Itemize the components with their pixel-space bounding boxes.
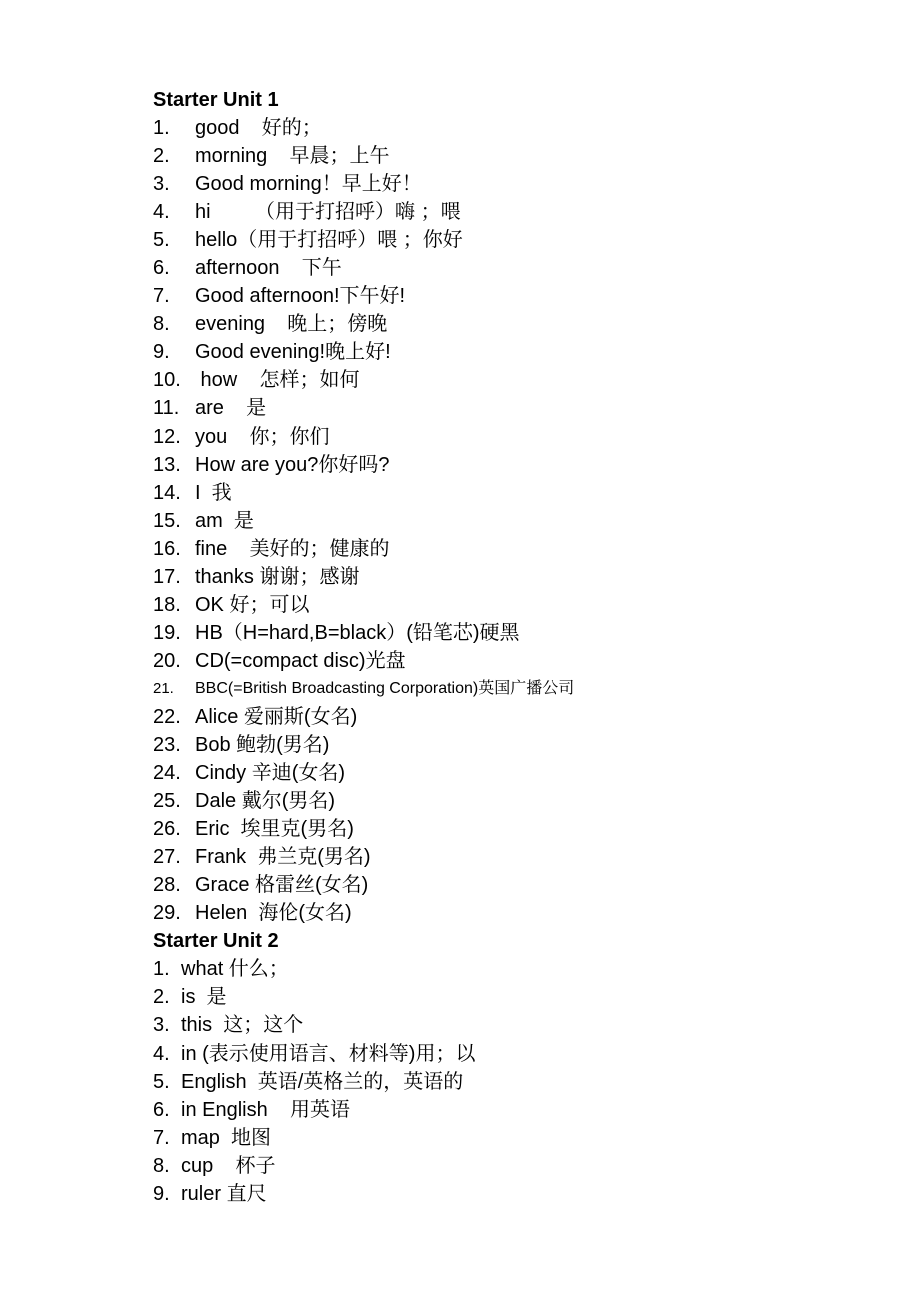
item-number: 4.	[153, 1042, 170, 1065]
list-item	[153, 675, 853, 703]
list-item	[153, 282, 853, 310]
item-number: 11.	[153, 397, 180, 420]
word-list	[153, 955, 853, 1207]
item-number: 9.	[153, 1182, 170, 1205]
item-text: Bob 鲍勃(男名)	[195, 734, 330, 757]
list-item	[153, 451, 853, 479]
list-item	[153, 142, 853, 170]
item-text: you 你；你们	[195, 425, 330, 448]
item-number: 24.	[153, 762, 181, 785]
item-text: am 是	[195, 509, 254, 532]
item-text: what 什么；	[181, 958, 289, 981]
item-number: 28.	[153, 874, 181, 897]
list-item	[153, 1096, 853, 1124]
list-item	[153, 871, 853, 899]
item-number: 12.	[153, 425, 181, 448]
item-text: fine 美好的；健康的	[195, 537, 390, 560]
list-item	[153, 703, 853, 731]
list-item	[153, 591, 853, 619]
item-text: CD(=compact disc)光盘	[195, 649, 406, 672]
item-text: how 怎样；如何	[195, 369, 360, 392]
vocabulary-page	[153, 86, 853, 1208]
item-number: 2.	[153, 145, 170, 168]
item-number: 13.	[153, 453, 181, 476]
item-text: Cindy 辛迪(女名)	[195, 762, 346, 785]
list-item	[153, 619, 853, 647]
item-text: is 是	[181, 986, 227, 1009]
item-number: 5.	[153, 229, 170, 252]
item-text: afternoon 下午	[195, 257, 342, 280]
list-item	[153, 1011, 853, 1039]
item-number: 16.	[153, 537, 181, 560]
item-text: hello（用于打招呼）喂 ；你好	[195, 229, 463, 252]
item-number: 23.	[153, 734, 181, 757]
list-item	[153, 1180, 853, 1208]
item-number: 27.	[153, 846, 181, 869]
item-text: How are you?你好吗?	[195, 453, 390, 476]
item-text: thanks 谢谢；感谢	[195, 565, 360, 588]
list-item	[153, 1124, 853, 1152]
item-number: 20.	[153, 649, 181, 672]
list-item	[153, 983, 853, 1011]
item-number: 7.	[153, 285, 170, 308]
list-item	[153, 423, 853, 451]
item-number: 17.	[153, 565, 181, 588]
item-number: 4.	[153, 201, 170, 224]
item-text: Helen 海伦(女名)	[195, 902, 352, 925]
list-item	[153, 254, 853, 282]
item-text: are 是	[195, 397, 267, 420]
item-number: 18.	[153, 593, 181, 616]
item-number: 8.	[153, 313, 170, 336]
unit-title: Starter Unit 1	[153, 89, 279, 111]
list-item	[153, 226, 853, 254]
item-number: 1.	[153, 958, 170, 981]
item-number: 9.	[153, 341, 170, 364]
list-item	[153, 198, 853, 226]
item-text: English 英语/英格兰的，英语的	[181, 1070, 464, 1093]
list-item	[153, 338, 853, 366]
word-list	[153, 114, 853, 927]
item-number: 1.	[153, 117, 170, 140]
item-text: Alice 爱丽斯(女名)	[195, 706, 358, 728]
item-text: Eric 埃里克(男名)	[195, 818, 354, 841]
item-number: 6.	[153, 1098, 170, 1121]
item-text: OK 好；可以	[195, 593, 310, 616]
item-text: ruler 直尺	[181, 1182, 267, 1205]
item-text: this 这；这个	[181, 1014, 304, 1037]
list-item	[153, 563, 853, 591]
item-number: 2.	[153, 986, 170, 1009]
item-text: morning 早晨；上午	[195, 145, 390, 168]
item-number: 26.	[153, 818, 181, 841]
item-text: evening 晚上；傍晚	[195, 313, 388, 336]
list-item	[153, 647, 853, 675]
item-number: 8.	[153, 1154, 170, 1177]
list-item	[153, 310, 853, 338]
list-item	[153, 1040, 853, 1068]
item-number: 15.	[153, 509, 181, 532]
list-item	[153, 507, 853, 535]
list-item	[153, 170, 853, 198]
item-number: 10.	[153, 369, 181, 392]
list-item	[153, 899, 853, 927]
list-item	[153, 1152, 853, 1180]
item-text: HB（H=hard,B=black）(铅笔芯)硬黑	[195, 621, 520, 644]
item-text: Frank 弗兰克(男名)	[195, 846, 371, 869]
item-number: 3.	[153, 1014, 170, 1037]
list-item	[153, 479, 853, 507]
item-number: 29.	[153, 902, 181, 925]
item-number: 6.	[153, 257, 170, 280]
item-text: hi （用于打招呼）嗨 ；喂	[195, 201, 461, 224]
item-number: 25.	[153, 790, 181, 813]
list-item	[153, 535, 853, 563]
list-item	[153, 787, 853, 815]
item-number: 14.	[153, 481, 181, 504]
list-item	[153, 114, 853, 142]
item-text: good 好的；	[195, 117, 322, 140]
list-item	[153, 731, 853, 759]
list-item	[153, 366, 853, 394]
item-number: 21.	[153, 679, 174, 697]
item-text: Good afternoon!下午好!	[195, 285, 406, 308]
list-item	[153, 843, 853, 871]
item-text: Good morning！早上好！	[195, 173, 422, 196]
item-text: BBC(=British Broadcasting Corporation)英国广播公司	[195, 679, 575, 697]
list-item	[153, 1068, 853, 1096]
unit-title: Starter Unit 2	[153, 930, 279, 953]
list-item	[153, 759, 853, 787]
item-text: Dale 戴尔(男名)	[195, 790, 336, 813]
item-number: 3.	[153, 173, 170, 196]
item-text: in English 用英语	[181, 1098, 350, 1121]
item-number: 5.	[153, 1070, 170, 1093]
item-number: 22.	[153, 706, 181, 728]
item-text: cup 杯子	[181, 1154, 276, 1177]
item-text: map 地图	[181, 1126, 272, 1149]
list-item	[153, 394, 853, 422]
list-item	[153, 955, 853, 983]
item-text: Grace 格雷丝(女名)	[195, 874, 369, 897]
item-text: Good evening!晚上好!	[195, 341, 391, 364]
item-number: 7.	[153, 1126, 170, 1149]
item-number: 19.	[153, 621, 181, 644]
item-text: in (表示使用语言、材料等)用；以	[181, 1042, 476, 1065]
list-item	[153, 815, 853, 843]
item-text: I 我	[195, 481, 232, 504]
